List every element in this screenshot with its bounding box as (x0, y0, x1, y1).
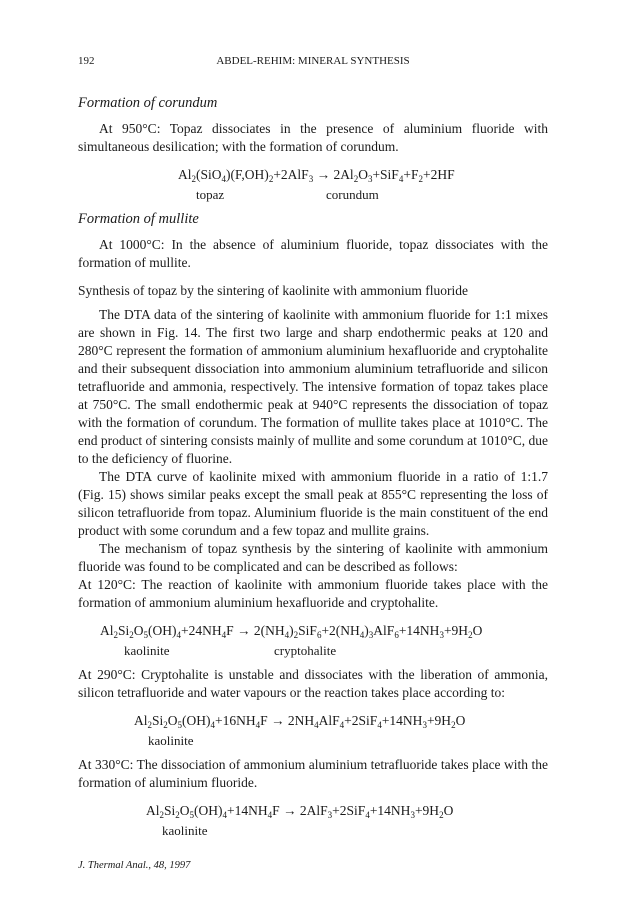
equation-label-kaolinite-2: kaolinite (148, 733, 194, 748)
equation-cryptohalite: $Al_2Si_2O_5(OH)_4+24NH_4F \to 2(NH_4)_2SiF_6+2(NH_4)_3AlF_6+14NH_3+9H_2O$ (100, 623, 483, 640)
page-header (78, 55, 548, 71)
paragraph-330c: At 330°C: The dissociation of ammonium aluminium tetrafluoride takes place with the formation of aluminium fluoride. (78, 757, 548, 790)
equation-corundum: $Al_2(SiO_4)(F,OH)_2+2AlF_3 \to 2Al_2O_3+SiF_4+F_2+2HF$ (178, 167, 455, 184)
equation-tetrafluoride-labels (78, 730, 548, 750)
paragraph-mullite: At 1000°C: In the absence of aluminium fluoride, topaz dissociates with the formation of mullite. (78, 237, 548, 270)
equation-label-kaolinite-3: kaolinite (162, 823, 208, 838)
equation-tetrafluoride: $Al_2Si_2O_5(OH)_4+16NH_4F \to 2NH_4AlF_4+2SiF_4+14NH_3+9H_2O$ (134, 713, 466, 730)
equation-aluminium-fluoride: $Al_2Si_2O_5(OH)_4+14NH_4F \to 2AlF_3+2SiF_4+14NH_3+9H_2O$ (146, 803, 454, 820)
paragraph-dta-1-1: The DTA data of the sintering of kaolinite with ammonium fluoride for 1:1 mixes are shown in Fig. 14. The first two large and sharp endothermic peaks at 120 and 280°C represent the formation of ammonium aluminium hexafluoride and cryptohalite and their subsequent dissociation into ammonium aluminium tetrafluoride and silicon tetrafluoride and ammonia, respectively. The intensive formation of topaz takes place at 750°C. The small endothermic peak at 940°C represents the dissociation of topaz with the formation of corundum. The formation of mullite takes place at 1010°C. The end product of sintering consists mainly of mullite and some corundum at 1010°C, due to the deficiency of fluorine. (78, 307, 548, 466)
section-heading-topaz-synthesis: Synthesis of topaz by the sintering of kaolinite with ammonium fluoride (78, 283, 468, 298)
equation-label-corundum: corundum (326, 187, 379, 202)
equation-aluminium-fluoride-labels (78, 820, 548, 840)
section-title-mullite: Formation of mullite (78, 211, 199, 227)
equation-cryptohalite-labels (78, 640, 548, 660)
equation-label-kaolinite: kaolinite (124, 643, 170, 658)
article-body (78, 94, 548, 840)
equation-label-topaz: topaz (196, 187, 225, 202)
equation-corundum-labels (78, 184, 548, 204)
page-number: 192 (78, 55, 95, 67)
equation-label-cryptohalite: cryptohalite (274, 643, 337, 658)
running-title: ABDEL-REHIM: MINERAL SYNTHESIS (216, 55, 410, 67)
paragraph-corundum: At 950°C: Topaz dissociates in the presence of aluminium fluoride with simultaneous desilication; with the formation of corundum. (78, 121, 548, 154)
paragraph-290c: At 290°C: Cryptohalite is unstable and dissociates with the liberation of ammonia, silicon tetrafluoride and water vapours or the reaction takes place according to: (78, 667, 548, 700)
paragraph-mechanism: The mechanism of topaz synthesis by the sintering of kaolinite with ammonium fluoride was found to be complicated and can be described as follows: (78, 541, 548, 574)
paragraph-dta-1-1-7: The DTA curve of kaolinite mixed with ammonium fluoride in a ratio of 1:1.7 (Fig. 15) shows similar peaks except the small peak at 855°C representing the loss of silicon tetrafluoride from topaz. Aluminium fluoride is the main constituent of the end product with some corundum and a few topaz and mullite grains. (78, 469, 548, 538)
journal-citation: J. Thermal Anal., 48, 1997 (78, 860, 191, 871)
paragraph-120c: At 120°C: The reaction of kaolinite with ammonium fluoride takes place with the formation of ammonium aluminium hexafluoride and cryptohalite. (78, 577, 548, 610)
section-title-corundum: Formation of corundum (78, 95, 218, 111)
